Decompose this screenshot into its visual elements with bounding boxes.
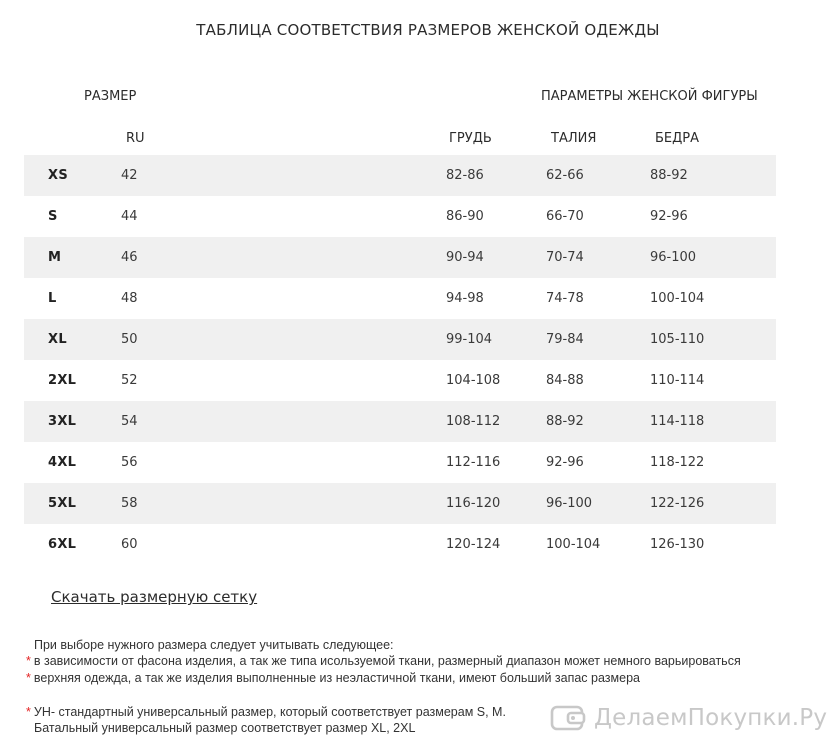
waist-cell: 70-74: [546, 250, 584, 265]
column-header-chest: ГРУДЬ: [449, 131, 492, 146]
waist-cell: 66-70: [546, 209, 584, 224]
hips-cell: 110-114: [650, 373, 705, 388]
waist-cell: 88-92: [546, 414, 584, 429]
header-figure-params: ПАРАМЕТРЫ ЖЕНСКОЙ ФИГУРЫ: [541, 89, 758, 104]
notes-item: [26, 704, 506, 720]
ru-cell: 56: [121, 455, 138, 470]
notes-intro: При выборе нужного размера следует учитывать следующее:: [34, 638, 394, 652]
table-row: [24, 319, 776, 360]
chest-cell: 108-112: [446, 414, 501, 429]
size-cell: 5XL: [48, 496, 77, 511]
size-notes: [26, 637, 741, 686]
table-row: [24, 483, 776, 524]
ru-cell: 44: [121, 209, 138, 224]
chest-cell: 94-98: [446, 291, 484, 306]
waist-cell: 100-104: [546, 537, 601, 552]
notes-item-text: верхняя одежда, а так же изделия выполненные из неэластичной ткани, имеют больший запас размера: [33, 671, 640, 685]
chest-cell: 86-90: [446, 209, 484, 224]
hips-cell: 118-122: [650, 455, 705, 470]
table-row: [24, 155, 776, 196]
universal-size-note: [26, 704, 506, 736]
chest-cell: 120-124: [446, 537, 501, 552]
size-cell: S: [48, 209, 58, 224]
waist-cell: 74-78: [546, 291, 584, 306]
size-cell: 6XL: [48, 537, 77, 552]
ru-cell: 60: [121, 537, 138, 552]
hips-cell: 122-126: [650, 496, 705, 511]
hips-cell: 92-96: [650, 209, 688, 224]
asterisk: *: [26, 705, 31, 719]
column-header-ru: RU: [126, 131, 145, 146]
header-size: РАЗМЕР: [84, 89, 137, 104]
watermark-text: ДелаемПокупки.Ру: [594, 705, 828, 731]
ru-cell: 52: [121, 373, 138, 388]
hips-cell: 126-130: [650, 537, 705, 552]
chest-cell: 116-120: [446, 496, 501, 511]
table-row: [24, 360, 776, 401]
size-cell: 3XL: [48, 414, 77, 429]
column-header-waist: ТАЛИЯ: [551, 131, 597, 146]
ru-cell: 48: [121, 291, 138, 306]
chest-cell: 82-86: [446, 168, 484, 183]
asterisk: *: [26, 671, 31, 685]
table-row: [24, 196, 776, 237]
hips-cell: 105-110: [650, 332, 705, 347]
watermark: [550, 701, 827, 735]
ru-cell: 46: [121, 250, 138, 265]
waist-cell: 79-84: [546, 332, 584, 347]
asterisk: *: [26, 654, 31, 668]
size-cell: M: [48, 250, 62, 265]
ru-cell: 42: [121, 168, 138, 183]
size-cell: XL: [48, 332, 67, 347]
table-row: [24, 278, 776, 319]
notes-item-text: Батальный универсальный размер соответствует размер XL, 2XL: [34, 721, 416, 735]
notes-item-text: УН- стандартный универсальный размер, который соответствует размерам S, M.: [33, 705, 506, 719]
hips-cell: 100-104: [650, 291, 705, 306]
table-row: [24, 401, 776, 442]
notes-item: [26, 670, 741, 686]
chest-cell: 112-116: [446, 455, 501, 470]
waist-cell: 62-66: [546, 168, 584, 183]
chest-cell: 90-94: [446, 250, 484, 265]
size-cell: 4XL: [48, 455, 77, 470]
size-cell: 2XL: [48, 373, 77, 388]
hips-cell: 96-100: [650, 250, 697, 265]
waist-cell: 96-100: [546, 496, 593, 511]
waist-cell: 92-96: [546, 455, 584, 470]
column-header-hips: БЕДРА: [655, 131, 700, 146]
chest-cell: 104-108: [446, 373, 501, 388]
size-cell: XS: [48, 168, 68, 183]
table-row: [24, 524, 776, 565]
waist-cell: 84-88: [546, 373, 584, 388]
table-row: [24, 442, 776, 483]
hips-cell: 114-118: [650, 414, 705, 429]
size-table: [24, 155, 776, 565]
ru-cell: 50: [121, 332, 138, 347]
ru-cell: 58: [121, 496, 138, 511]
notes-item: [26, 653, 741, 669]
size-cell: L: [48, 291, 57, 306]
download-size-chart-link[interactable]: Скачать размерную сетку: [51, 588, 258, 606]
hips-cell: 88-92: [650, 168, 688, 183]
chest-cell: 99-104: [446, 332, 493, 347]
table-row: [24, 237, 776, 278]
wallet-icon: [550, 703, 586, 733]
notes-item-text: в зависимости от фасона изделия, а так же типа исользуемой ткани, размерный диапазон может немного варьироваться: [33, 654, 741, 668]
page-title: ТАБЛИЦА СООТВЕТСТВИЯ РАЗМЕРОВ ЖЕНСКОЙ ОДЕЖДЫ: [196, 21, 660, 39]
ru-cell: 54: [121, 414, 138, 429]
